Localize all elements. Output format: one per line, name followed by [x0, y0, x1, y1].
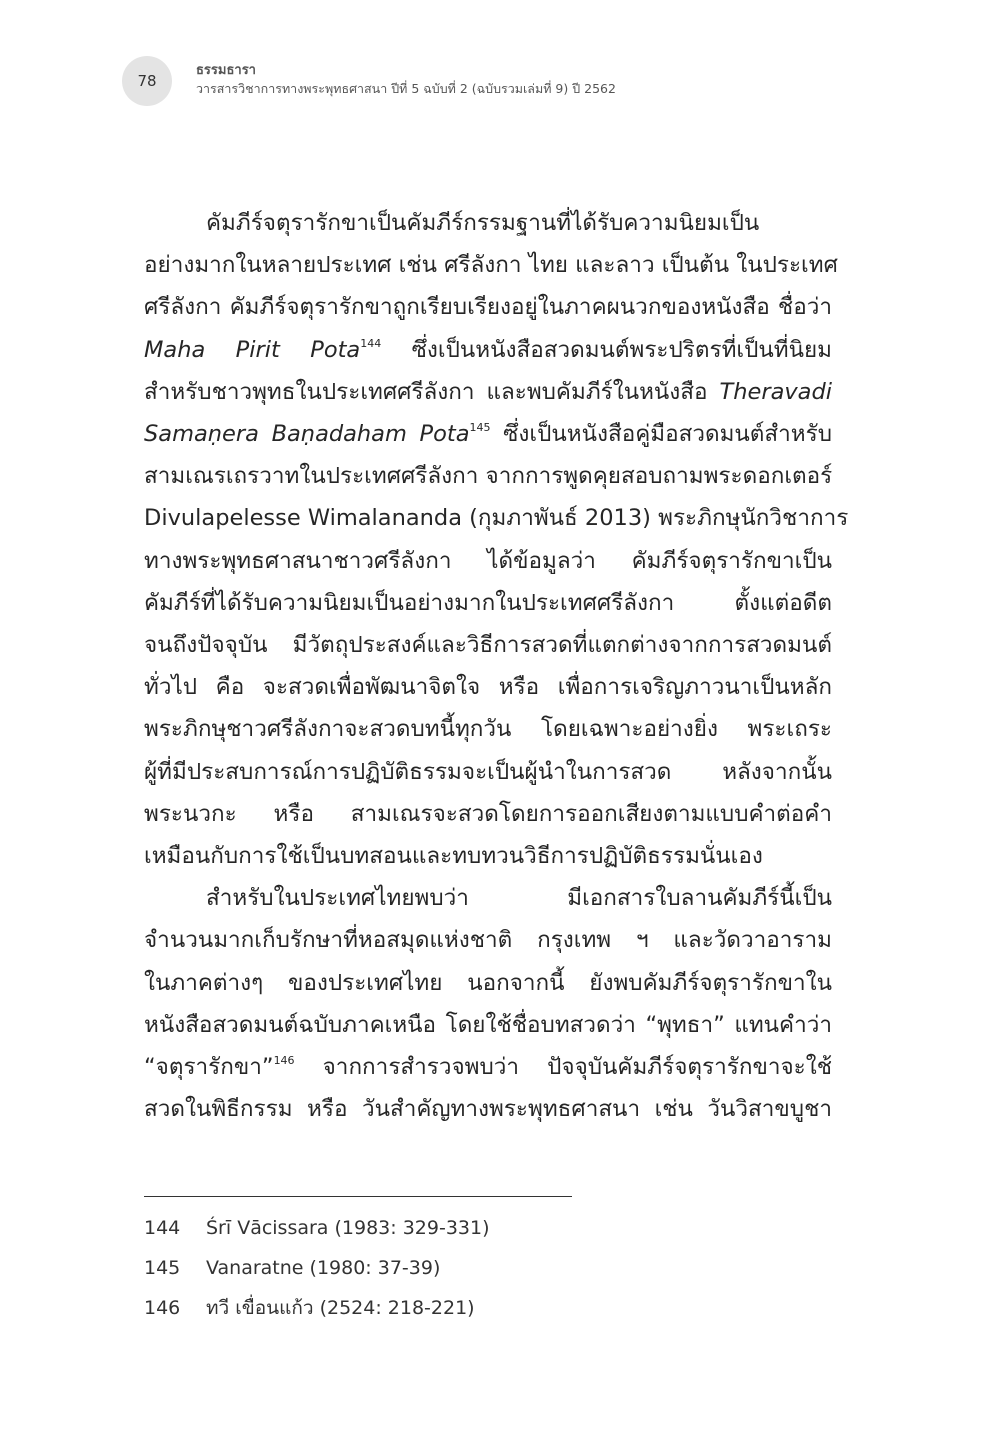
- paragraph-line: [144, 413, 832, 455]
- book-title-italic: Maha Pirit Pota: [144, 336, 361, 363]
- footnote-number: 144: [144, 1217, 181, 1239]
- paragraph-line: ทางพระพุทธศาสนาชาวศรีลังกา ได้ข้อมูลว่า คัมภีร์จตุรารักขาเป็น: [144, 547, 832, 574]
- paragraph-line: จำนวนมากเก็บรักษาที่หอสมุดแห่งชาติ กรุงเทพ ฯ และวัดวาอาราม: [144, 927, 832, 954]
- footnotes: [144, 1213, 490, 1333]
- footnote-text: ทวี เขื่อนแก้ว (2524: 218-221): [206, 1297, 475, 1319]
- paragraph-line: คัมภีร์ที่ได้รับความนิยมเป็นอย่างมากในประเทศศรีลังกา ตั้งแต่อดีต: [144, 589, 832, 616]
- paragraph-line: ศรีลังกา คัมภีร์จตุรารักขาถูกเรียบเรียงอยู่ในภาคผนวกของหนังสือ ชื่อว่า: [144, 294, 832, 321]
- body-text: [144, 202, 849, 1130]
- footnote-ref-146: 146: [273, 1054, 295, 1068]
- paragraph-line: พระภิกษุชาวศรีลังกาจะสวดบทนี้ทุกวัน โดยเฉพาะอย่างยิ่ง พระเถระ: [144, 716, 832, 743]
- paragraph-line: เหมือนกับการใช้เป็นบทสอนและทบทวนวิธีการปฏิบัติธรรมนั่นเอง: [144, 843, 763, 870]
- text-run: ซึ่งเป็นหนังสือสวดมนต์พระปริตรที่เป็นที่นิยม: [381, 336, 832, 363]
- paragraph-line: จนถึงปัจจุบัน มีวัตถุประสงค์และวิธีการสวดที่แตกต่างจากการสวดมนต์: [144, 632, 832, 659]
- footnote-number: 146: [144, 1297, 181, 1319]
- footnote-text: Śrī Vācissara (1983: 329-331): [206, 1217, 490, 1239]
- paragraph-line: ผู้ที่มีประสบการณ์การปฏิบัติธรรมจะเป็นผู้นำในการสวด หลังจากนั้น: [144, 758, 832, 785]
- paragraph-line: คัมภีร์จตุรารักขาเป็นคัมภีร์กรรมฐานที่ได้รับความนิยมเป็น: [206, 210, 760, 236]
- journal-subtitle: วารสารวิชาการทางพระพุทธศาสนา ปีที่ 5 ฉบับที่ 2 (ฉบับรวมเล่มที่ 9) ปี 2562: [196, 81, 616, 96]
- paragraph-line: อย่างมากในหลายประเทศ เช่น ศรีลังกา ไทย และลาว เป็นต้น ในประเทศ: [144, 252, 838, 279]
- paragraph-line: หนังสือสวดมนต์ฉบับภาคเหนือ โดยใช้ชื่อบทสวดว่า “พุทธา” แทนคำว่า: [144, 1011, 832, 1038]
- paragraph-line: [144, 371, 832, 413]
- page-number-badge: [122, 56, 172, 106]
- text-run: สำหรับชาวพุทธในประเทศศรีลังกา และพบคัมภีร์ในหนังสือ: [144, 378, 720, 405]
- paragraph-line: Divulapelesse Wimalananda (กุมภาพันธ์ 2013) พระภิกษุนักวิชาการ: [144, 505, 849, 532]
- footnote-item: [144, 1253, 490, 1293]
- footnote-ref-145: 145: [469, 421, 491, 435]
- footnote-ref-144: 144: [360, 336, 382, 350]
- paragraph-line: สามเณรเถรวาทในประเทศศรีลังกา จากการพูดคุยสอบถามพระดอกเตอร์: [144, 463, 833, 490]
- page-number: 78: [137, 72, 157, 90]
- paragraph-line: [144, 329, 832, 371]
- footnote-number: 145: [144, 1257, 181, 1279]
- paragraph-line: สวดในพิธีกรรม หรือ วันสำคัญทางพระพุทธศาสนา เช่น วันวิสาขบูชา: [144, 1096, 832, 1123]
- book-title-italic: Samaṇera Baṇadaham Pota: [144, 421, 470, 448]
- paragraph-line: ในภาคต่างๆ ของประเทศไทย นอกจากนี้ ยังพบคัมภีร์จตุรารักขาใน: [144, 969, 832, 996]
- running-header: [196, 62, 616, 98]
- footnote-item: [144, 1213, 490, 1253]
- text-run: จากการสำรวจพบว่า ปัจจุบันคัมภีร์จตุรารักขาจะใช้: [294, 1054, 832, 1081]
- paragraph-line: พระนวกะ หรือ สามเณรจะสวดโดยการออกเสียงตามแบบคำต่อคำ: [144, 800, 832, 827]
- footnote-item: [144, 1293, 490, 1333]
- paragraph-line: [144, 1046, 832, 1088]
- paragraph-line: สำหรับในประเทศไทยพบว่า มีเอกสารใบลานคัมภีร์นี้เป็น: [206, 885, 832, 912]
- book-title-italic: Theravadi: [719, 378, 832, 405]
- paragraph-line: ทั่วไป คือ จะสวดเพื่อพัฒนาจิตใจ หรือ เพื่อการเจริญภาวนาเป็นหลัก: [144, 674, 832, 701]
- text-run: ซึ่งเป็นหนังสือคู่มือสวดมนต์สำหรับ: [490, 421, 832, 448]
- text-run: “จตุรารักขา”: [144, 1054, 274, 1081]
- journal-name: ธรรมธารา: [196, 63, 256, 78]
- footnote-separator: [144, 1196, 572, 1197]
- footnote-text: Vanaratne (1980: 37-39): [206, 1257, 441, 1279]
